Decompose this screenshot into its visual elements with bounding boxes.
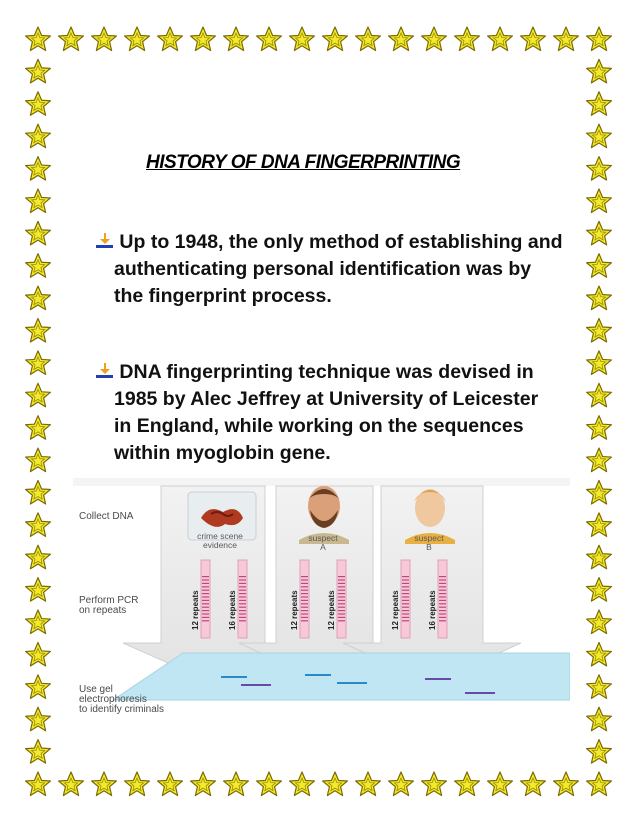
star-icon <box>521 772 546 796</box>
page-title: HISTORY OF DNA FINGERPRINTING <box>146 152 461 173</box>
repeat-segment <box>301 576 308 577</box>
repeat-segment <box>202 579 209 580</box>
repeat-segment <box>338 607 345 608</box>
star-icon <box>224 772 249 796</box>
repeat-segment <box>338 593 345 594</box>
repeat-segment <box>338 579 345 580</box>
repeat-segment <box>239 579 246 580</box>
repeat-label: 12 repeats <box>191 590 200 630</box>
star-icon <box>422 27 447 51</box>
repeat-segment <box>402 596 409 597</box>
repeat-segment <box>202 613 209 614</box>
star-icon <box>587 513 612 537</box>
repeat-segment <box>402 600 409 601</box>
star-icon <box>59 27 84 51</box>
star-icon <box>26 351 51 375</box>
repeat-segment <box>301 583 308 584</box>
repeat-strip <box>401 560 410 638</box>
star-icon <box>26 319 51 343</box>
repeat-segment <box>338 590 345 591</box>
repeat-segment <box>202 586 209 587</box>
repeat-segment <box>439 596 446 597</box>
star-icon <box>323 772 348 796</box>
star-icon <box>26 27 51 51</box>
star-icon <box>587 124 612 148</box>
repeat-segment <box>338 583 345 584</box>
repeat-segment <box>338 586 345 587</box>
repeat-segment <box>239 600 246 601</box>
star-icon <box>191 772 216 796</box>
repeat-segment <box>439 620 446 621</box>
repeat-segment <box>338 596 345 597</box>
repeat-segment <box>402 603 409 604</box>
star-icon <box>158 772 183 796</box>
star-icon <box>554 772 579 796</box>
repeat-segment <box>301 600 308 601</box>
bullet-paragraph-2 <box>95 359 570 467</box>
repeat-segment <box>301 610 308 611</box>
repeat-segment <box>402 576 409 577</box>
repeat-segment <box>439 586 446 587</box>
repeat-segment <box>202 610 209 611</box>
star-icon <box>26 92 51 116</box>
repeat-segment <box>439 579 446 580</box>
repeat-segment <box>239 607 246 608</box>
bullet-2-line-4: within myoglobin gene. <box>114 442 331 464</box>
star-icon <box>587 578 612 602</box>
star-icon <box>26 416 51 440</box>
star-icon <box>587 157 612 181</box>
star-icon <box>92 772 117 796</box>
repeat-segment <box>202 576 209 577</box>
repeat-segment <box>301 593 308 594</box>
repeat-segment <box>402 583 409 584</box>
repeat-segment <box>439 590 446 591</box>
repeat-strip <box>238 560 247 638</box>
repeat-segment <box>402 590 409 591</box>
star-icon <box>323 27 348 51</box>
dna-fingerprinting-diagram <box>73 478 570 720</box>
repeat-segment <box>239 583 246 584</box>
step-perform-pcr: Perform PCR on repeats <box>79 595 139 616</box>
repeat-segment <box>239 590 246 591</box>
repeat-segment <box>439 600 446 601</box>
repeat-segment <box>301 590 308 591</box>
bullet-1-line-1: Up to 1948, the only method of establishing and <box>119 231 563 253</box>
star-icon <box>587 221 612 245</box>
bullet-1-line-2: authenticating personal identification was by <box>114 258 532 280</box>
star-icon <box>356 27 381 51</box>
star-icon <box>587 480 612 504</box>
column-label-suspect-b: suspect B <box>414 533 444 552</box>
repeat-label: 12 repeats <box>327 590 336 630</box>
repeat-segment <box>338 610 345 611</box>
star-icon <box>26 545 51 569</box>
repeat-segment <box>338 617 345 618</box>
repeat-segment <box>439 617 446 618</box>
star-icon <box>224 27 249 51</box>
repeat-label: 16 repeats <box>428 590 437 630</box>
repeat-segment <box>338 603 345 604</box>
star-icon <box>26 59 51 83</box>
star-icon <box>125 772 150 796</box>
repeat-segment <box>402 586 409 587</box>
repeat-segment <box>202 583 209 584</box>
repeat-segment <box>239 586 246 587</box>
repeat-segment <box>402 593 409 594</box>
repeat-label: 16 repeats <box>228 590 237 630</box>
repeat-strip <box>438 560 447 638</box>
bullet-2-line-3: in England, while working on the sequences <box>114 415 524 437</box>
star-icon <box>554 27 579 51</box>
bullet-2-line-2: 1985 by Alec Jeffrey at University of Leicester <box>114 388 539 410</box>
repeat-segment <box>239 617 246 618</box>
star-icon <box>521 27 546 51</box>
repeat-segment <box>202 593 209 594</box>
star-icon <box>26 675 51 699</box>
star-icon <box>26 254 51 278</box>
star-icon <box>290 772 315 796</box>
star-icon <box>26 448 51 472</box>
repeat-segment <box>239 593 246 594</box>
star-icon <box>587 707 612 731</box>
repeat-label: 12 repeats <box>391 590 400 630</box>
star-icon <box>488 772 513 796</box>
star-icon <box>587 610 612 634</box>
star-icon <box>587 675 612 699</box>
star-icon <box>455 772 480 796</box>
star-icon <box>92 27 117 51</box>
repeat-segment <box>439 603 446 604</box>
star-icon <box>26 772 51 796</box>
repeat-label: 12 repeats <box>290 590 299 630</box>
bullet-paragraph-1 <box>95 229 570 310</box>
bullet-arrow-icon <box>95 233 114 249</box>
repeat-segment <box>439 613 446 614</box>
diagram-graphics <box>73 478 570 720</box>
star-icon <box>587 27 612 51</box>
star-icon <box>158 27 183 51</box>
repeat-segment <box>202 607 209 608</box>
repeat-strip <box>300 560 309 638</box>
repeat-segment <box>239 596 246 597</box>
repeat-segment <box>239 613 246 614</box>
bullet-1-line-3: the fingerprint process. <box>114 285 332 307</box>
star-icon <box>587 286 612 310</box>
star-icon <box>455 27 480 51</box>
repeat-segment <box>239 576 246 577</box>
star-icon <box>257 772 282 796</box>
repeat-segment <box>402 617 409 618</box>
star-icon <box>587 545 612 569</box>
repeat-segment <box>439 576 446 577</box>
repeat-segment <box>202 603 209 604</box>
star-icon <box>587 448 612 472</box>
star-icon <box>587 189 612 213</box>
repeat-segment <box>301 617 308 618</box>
repeat-segment <box>239 620 246 621</box>
repeat-segment <box>338 576 345 577</box>
star-icon <box>587 254 612 278</box>
star-icon <box>191 27 216 51</box>
star-icon <box>26 157 51 181</box>
star-icon <box>26 480 51 504</box>
repeat-segment <box>439 583 446 584</box>
bullet-2-line-1: DNA fingerprinting technique was devised in <box>119 361 534 383</box>
repeat-segment <box>301 607 308 608</box>
repeat-segment <box>439 593 446 594</box>
step-collect-dna: Collect DNA <box>79 511 134 522</box>
star-icon <box>257 27 282 51</box>
star-icon <box>26 286 51 310</box>
star-icon <box>26 189 51 213</box>
star-icon <box>26 707 51 731</box>
step-gel-electrophoresis: Use gel electrophoresis to identify criminals <box>79 684 165 715</box>
star-icon <box>26 513 51 537</box>
repeat-segment <box>402 610 409 611</box>
repeat-segment <box>338 613 345 614</box>
star-icon <box>587 92 612 116</box>
star-icon <box>422 772 447 796</box>
repeat-segment <box>338 600 345 601</box>
repeat-segment <box>439 610 446 611</box>
repeat-segment <box>239 610 246 611</box>
star-icon <box>389 27 414 51</box>
column-label-evidence: crime scene evidence <box>197 531 243 550</box>
star-icon <box>26 578 51 602</box>
star-icon <box>587 319 612 343</box>
repeat-segment <box>202 590 209 591</box>
repeat-segment <box>202 600 209 601</box>
star-icon <box>356 772 381 796</box>
star-icon <box>26 124 51 148</box>
repeat-strip <box>201 560 210 638</box>
star-icon <box>26 642 51 666</box>
star-icon <box>587 740 612 764</box>
star-icon <box>26 221 51 245</box>
repeat-segment <box>239 603 246 604</box>
star-icon <box>488 27 513 51</box>
repeat-segment <box>301 596 308 597</box>
star-icon <box>587 642 612 666</box>
repeat-segment <box>439 607 446 608</box>
repeat-segment <box>402 607 409 608</box>
star-icon <box>26 610 51 634</box>
star-icon <box>26 383 51 407</box>
star-icon <box>389 772 414 796</box>
repeat-segment <box>338 620 345 621</box>
repeat-strip <box>337 560 346 638</box>
repeat-segment <box>301 603 308 604</box>
column-label-suspect-a: suspect A <box>308 533 338 552</box>
repeat-segment <box>301 620 308 621</box>
star-icon <box>59 772 84 796</box>
repeat-segment <box>301 613 308 614</box>
repeat-segment <box>202 617 209 618</box>
repeat-segment <box>402 620 409 621</box>
repeat-segment <box>402 579 409 580</box>
star-icon <box>290 27 315 51</box>
star-icon <box>587 351 612 375</box>
star-icon <box>587 416 612 440</box>
star-icon <box>587 772 612 796</box>
repeat-segment <box>301 579 308 580</box>
star-icon <box>587 59 612 83</box>
star-icon <box>587 383 612 407</box>
repeat-segment <box>202 620 209 621</box>
bullet-arrow-icon <box>95 363 114 379</box>
repeat-segment <box>301 586 308 587</box>
gel-plate <box>113 653 570 700</box>
repeat-segment <box>402 613 409 614</box>
star-icon <box>26 740 51 764</box>
star-icon <box>125 27 150 51</box>
repeat-segment <box>202 596 209 597</box>
